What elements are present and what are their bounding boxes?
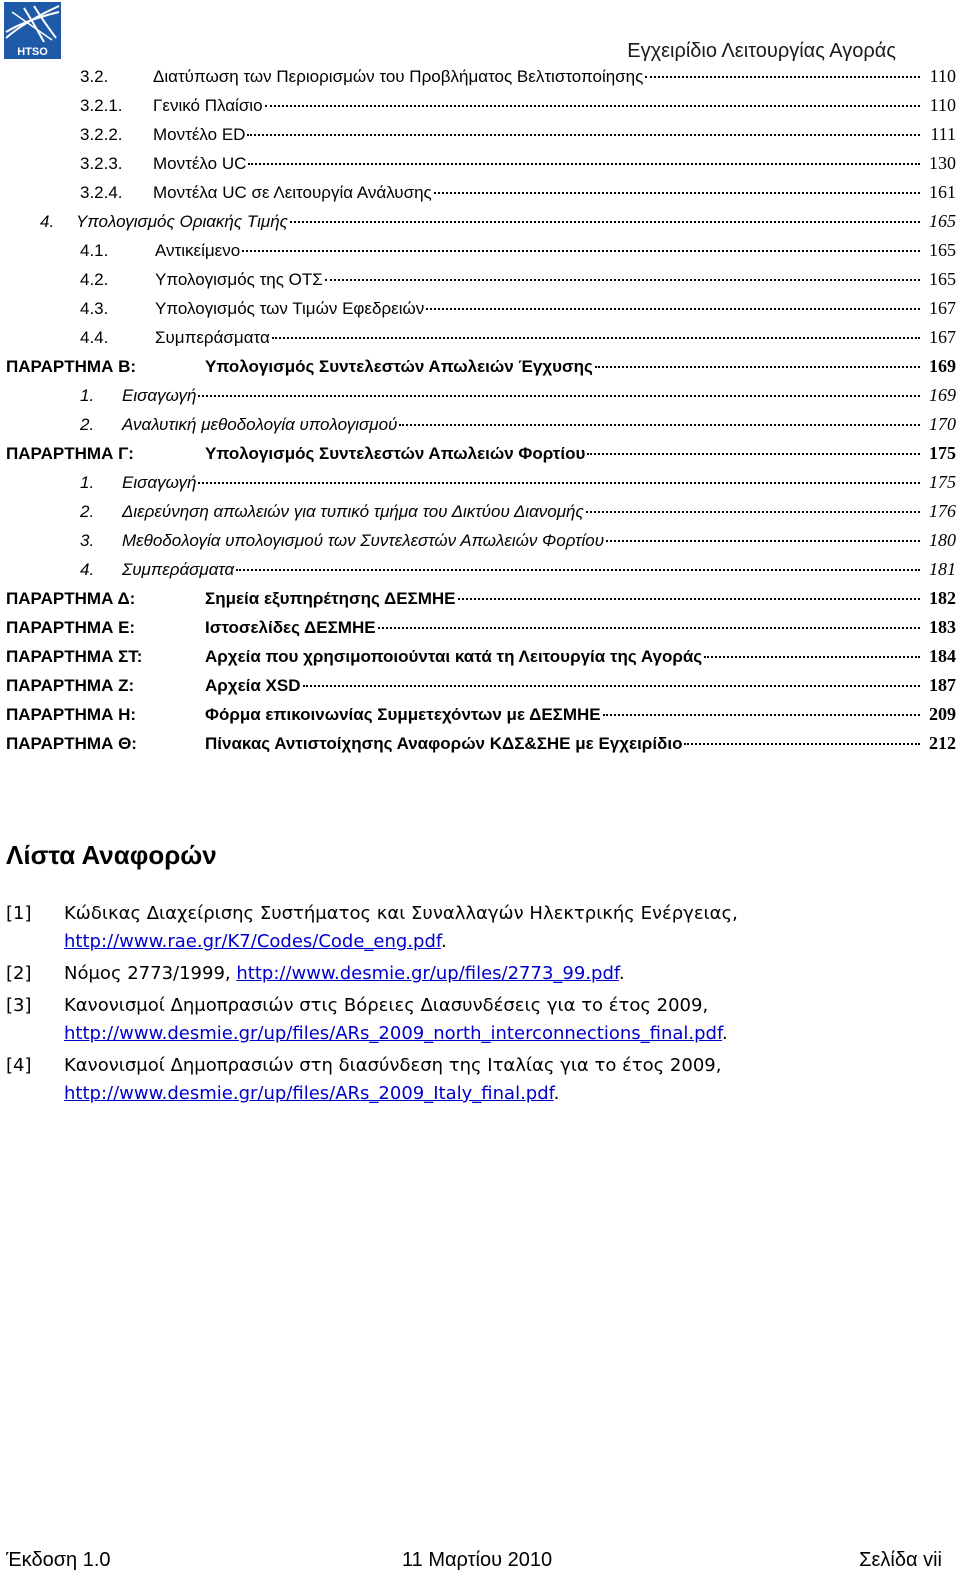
toc-entry[interactable] <box>6 443 956 472</box>
toc-entry-page: 165 <box>929 211 956 231</box>
reference-item <box>6 960 946 988</box>
reference-link[interactable]: http://www.desmie.gr/up/files/2773_99.pdf <box>236 963 619 984</box>
toc-dot-leader <box>399 424 920 426</box>
reference-number: [2] <box>6 963 32 984</box>
toc-entry-page: 169 <box>929 385 956 405</box>
toc-entry-title: Εισαγωγή <box>122 386 197 405</box>
toc-entry-page: 183 <box>929 617 956 637</box>
toc-entry-page: 111 <box>930 124 956 144</box>
toc-entry-number: ΠΑΡΑΡΤΗΜΑ ΣΤ: <box>6 647 143 666</box>
toc-dot-leader <box>198 482 920 484</box>
footer-date: 11 Μαρτίου 2010 <box>402 1549 553 1571</box>
toc-entry[interactable] <box>6 66 956 95</box>
toc-entry-page: 209 <box>929 704 956 724</box>
toc-entry-page: 167 <box>929 327 956 347</box>
toc-dot-leader <box>378 627 920 629</box>
toc-entry-title: Διερεύνηση απωλειών για τυπικό τμήμα του Δικτύου Διανομής <box>122 502 584 521</box>
toc-entry-number: 4.2. <box>80 270 109 289</box>
toc-entry[interactable] <box>6 588 956 617</box>
toc-entry-page: 212 <box>929 733 956 753</box>
toc-entry[interactable] <box>6 733 956 762</box>
reference-end-punctuation: . <box>618 963 625 984</box>
toc-entry-number: ΠΑΡΑΡΤΗΜΑ Θ: <box>6 734 137 753</box>
reference-text: Νόμος 2773/1999, <box>64 963 231 984</box>
reference-body <box>64 1052 946 1108</box>
reference-number: [1] <box>6 903 32 924</box>
toc-entry-page: 165 <box>929 269 956 289</box>
footer-page-number: Σελίδα vii <box>859 1549 942 1571</box>
toc-dot-leader <box>236 569 920 571</box>
toc-entry-page: 167 <box>929 298 956 318</box>
toc-entry-number: 4. <box>80 560 95 579</box>
toc-dot-leader <box>265 105 920 107</box>
toc-entry-title: Φόρμα επικοινωνίας Συμμετεχόντων με ΔΕΣΜΗΕ <box>205 705 601 724</box>
toc-entry-title: Αρχεία XSD <box>205 676 301 695</box>
toc-entry-number: 3.2.4. <box>80 183 123 202</box>
reference-text: Κώδικας Διαχείρισης Συστήματος και Συναλλαγών Ηλεκτρικής Ενέργειας, <box>64 903 738 924</box>
toc-entry-number: ΠΑΡΑΡΤΗΜΑ Η: <box>6 705 137 724</box>
table-of-contents <box>6 66 956 762</box>
toc-entry[interactable] <box>6 646 956 675</box>
footer-edition: Έκδοση 1.0 <box>6 1549 111 1571</box>
toc-entry-title: Αναλυτική μεθοδολογία υπολογισμού <box>122 415 398 434</box>
toc-entry-title: Μοντέλο ED <box>153 125 246 144</box>
toc-dot-leader <box>586 511 920 513</box>
toc-entry-number: 1. <box>80 473 95 492</box>
toc-entry-title: Υπολογισμός Συντελεστών Απωλειών Φορτίου <box>205 444 586 463</box>
toc-entry-page: 161 <box>929 182 956 202</box>
toc-dot-leader <box>303 685 920 687</box>
reference-end-punctuation: . <box>722 1023 728 1044</box>
toc-entry-title: Αρχεία που χρησιμοποιούνται κατά τη Λειτουργία της Αγοράς <box>205 647 703 666</box>
toc-entry-number: 4.4. <box>80 328 109 347</box>
toc-entry-title: Μοντέλο UC <box>153 154 247 173</box>
toc-entry-page: 184 <box>929 646 956 666</box>
toc-dot-leader <box>606 540 920 542</box>
toc-entry-title: Συμπεράσματα <box>122 560 235 579</box>
toc-entry[interactable] <box>6 414 956 443</box>
toc-entry[interactable] <box>6 298 956 327</box>
toc-entry[interactable] <box>6 617 956 646</box>
toc-entry-title: Αντικείμενο <box>155 241 241 260</box>
toc-entry-number: 3. <box>80 531 95 550</box>
reference-item <box>6 900 946 956</box>
toc-dot-leader <box>684 743 920 745</box>
toc-entry-page: 169 <box>929 356 956 376</box>
toc-entry[interactable] <box>6 501 956 530</box>
toc-dot-leader <box>587 453 920 455</box>
toc-dot-leader <box>434 192 920 194</box>
toc-entry[interactable] <box>6 124 956 153</box>
reference-body <box>64 960 625 988</box>
toc-entry-title: Διατύπωση των Περιορισμών του Προβλήματος Βελτιστοποίησης <box>153 67 644 86</box>
reference-link[interactable]: http://www.desmie.gr/up/files/ARs_2009_north_interconnections_final.pdf <box>64 1023 723 1044</box>
toc-entry[interactable] <box>6 530 956 559</box>
toc-entry-title: Ιστοσελίδες ΔΕΣΜΗΕ <box>205 618 376 637</box>
toc-entry-number: ΠΑΡΑΡΤΗΜΑ Ζ: <box>6 676 135 695</box>
toc-entry[interactable] <box>6 182 956 211</box>
toc-entry-page: 187 <box>929 675 956 695</box>
toc-entry-page: 176 <box>929 501 956 521</box>
htso-logo <box>4 2 61 59</box>
toc-entry-page: 175 <box>929 443 956 463</box>
reference-text: Κανονισμοί Δημοπρασιών στις Βόρειες Διασυνδέσεις για το έτος 2009, <box>64 995 709 1016</box>
toc-entry[interactable] <box>6 385 956 414</box>
toc-entry-number: 4.1. <box>80 241 109 260</box>
reference-text: Κανονισμοί Δημοπρασιών στη διασύνδεση της Ιταλίας για το έτος 2009, <box>64 1055 722 1076</box>
toc-entry-title: Μεθοδολογία υπολογισμού των Συντελεστών Απωλειών Φορτίου <box>122 531 605 550</box>
toc-entry-page: 130 <box>929 153 956 173</box>
toc-entry-page: 182 <box>929 588 956 608</box>
toc-entry-number: 4.3. <box>80 299 109 318</box>
toc-entry-number: 4. <box>40 212 55 231</box>
toc-entry-page: 110 <box>929 66 956 86</box>
toc-entry-page: 165 <box>929 240 956 260</box>
toc-entry-title: Γενικό Πλαίσιο <box>153 96 263 115</box>
reference-end-punctuation: . <box>440 931 447 952</box>
reference-body <box>64 992 946 1048</box>
toc-entry-title: Υπολογισμός Οριακής Τιμής <box>76 212 288 231</box>
reference-body <box>64 900 946 956</box>
toc-entry-number: 2. <box>80 415 95 434</box>
toc-entry-number: 3.2. <box>80 67 109 86</box>
toc-entry-number: 3.2.3. <box>80 154 123 173</box>
toc-entry[interactable] <box>6 327 956 356</box>
header-title: Εγχειρίδιο Λειτουργίας Αγοράς <box>627 40 896 62</box>
toc-entry-page: 180 <box>929 530 956 550</box>
toc-entry[interactable] <box>6 559 956 588</box>
toc-dot-leader <box>247 134 920 136</box>
reference-item <box>6 992 946 1048</box>
toc-entry-page: 170 <box>929 414 956 434</box>
toc-entry-number: ΠΑΡΑΡΤΗΜΑ Ε: <box>6 618 136 637</box>
toc-entry-number: 3.2.2. <box>80 125 123 144</box>
toc-entry-title: Συμπεράσματα <box>155 328 270 347</box>
toc-entry-page: 175 <box>929 472 956 492</box>
toc-entry-number: 1. <box>80 386 95 405</box>
toc-dot-leader <box>242 250 920 252</box>
toc-entry[interactable] <box>6 269 956 298</box>
toc-dot-leader <box>198 395 920 397</box>
reference-link[interactable]: http://www.desmie.gr/up/files/ARs_2009_Italy_final.pdf <box>64 1083 554 1104</box>
toc-dot-leader <box>458 598 920 600</box>
toc-dot-leader <box>603 714 920 716</box>
toc-dot-leader <box>426 308 920 310</box>
toc-entry-title: Υπολογισμός της ΟΤΣ <box>155 270 323 289</box>
toc-entry-title: Υπολογισμός Συντελεστών Απωλειών Έγχυσης <box>205 357 593 376</box>
toc-entry-number: ΠΑΡΑΡΤΗΜΑ Β: <box>6 357 137 376</box>
toc-entry-title: Εισαγωγή <box>122 473 197 492</box>
toc-entry-number: 2. <box>80 502 95 521</box>
toc-entry[interactable] <box>6 211 956 240</box>
toc-dot-leader <box>325 279 920 281</box>
toc-entry[interactable] <box>6 356 956 385</box>
references-title: Λίστα Αναφορών <box>6 840 217 870</box>
toc-entry-title: Σημεία εξυπηρέτησης ΔΕΣΜΗΕ <box>205 589 456 608</box>
toc-entry[interactable] <box>6 153 956 182</box>
reference-end-punctuation: . <box>553 1083 560 1104</box>
toc-dot-leader <box>645 76 920 78</box>
toc-entry-page: 181 <box>929 559 956 579</box>
toc-entry[interactable] <box>6 704 956 733</box>
toc-entry-number: ΠΑΡΑΡΤΗΜΑ Δ: <box>6 589 136 608</box>
reference-number: [3] <box>6 995 32 1016</box>
toc-entry[interactable] <box>6 240 956 269</box>
reference-number: [4] <box>6 1055 32 1076</box>
toc-entry[interactable] <box>6 472 956 501</box>
reference-link[interactable]: http://www.rae.gr/K7/Codes/Code_eng.pdf <box>64 931 441 952</box>
toc-dot-leader <box>248 163 920 165</box>
references-list <box>6 900 946 1112</box>
toc-entry-title: Μοντέλα UC σε Λειτουργία Ανάλυσης <box>153 183 432 202</box>
svg-text:HTSO: HTSO <box>17 46 48 58</box>
toc-entry-title: Πίνακας Αντιστοίχησης Αναφορών ΚΔΣ&ΣΗΕ με Εγχειρίδιο <box>205 734 683 753</box>
toc-entry-number: ΠΑΡΑΡΤΗΜΑ Γ: <box>6 444 134 463</box>
toc-entry[interactable] <box>6 95 956 124</box>
toc-dot-leader <box>272 337 920 339</box>
toc-entry-page: 110 <box>929 95 956 115</box>
toc-dot-leader <box>704 656 920 658</box>
reference-item <box>6 1052 946 1108</box>
toc-dot-leader <box>290 221 920 223</box>
toc-dot-leader <box>595 366 920 368</box>
toc-entry[interactable] <box>6 675 956 704</box>
toc-entry-number: 3.2.1. <box>80 96 123 115</box>
toc-entry-title: Υπολογισμός των Τιμών Εφεδρειών <box>155 299 425 318</box>
